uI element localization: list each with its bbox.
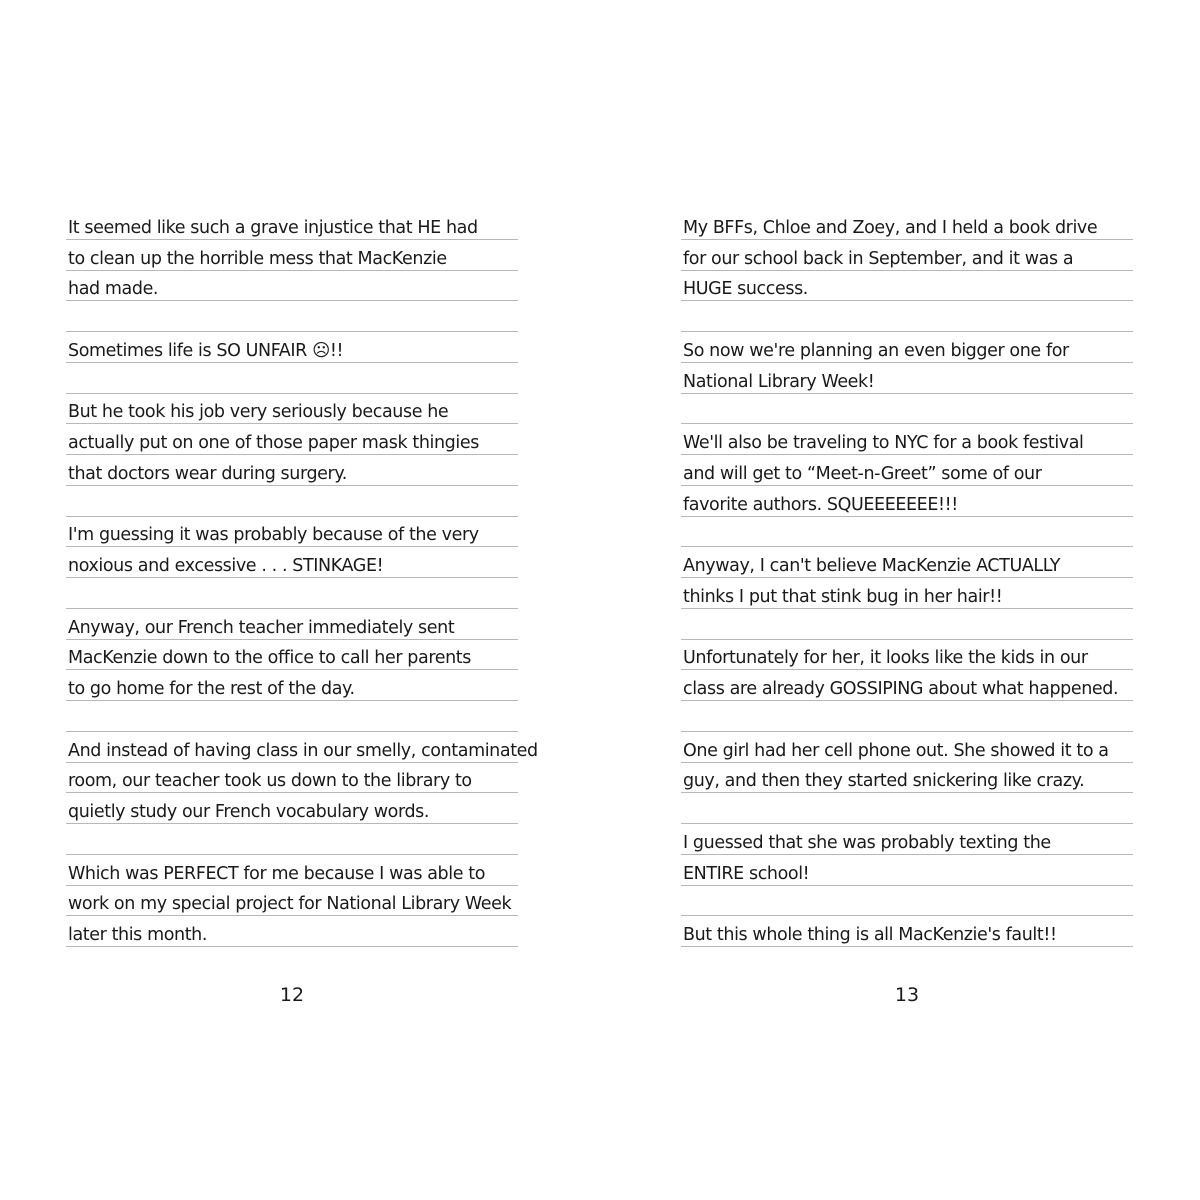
ruled-line	[681, 670, 1133, 701]
ruled-line	[681, 916, 1133, 947]
ruled-line	[66, 701, 518, 732]
ruled-line	[66, 793, 518, 824]
ruled-line	[681, 793, 1133, 824]
ruled-line	[681, 240, 1133, 271]
ruled-line	[681, 763, 1133, 794]
text-line: for our school back in September, and it was a	[683, 248, 1074, 269]
text-line: that doctors wear during surgery.	[68, 463, 347, 484]
text-line: ENTIRE school!	[683, 863, 810, 884]
ruled-line	[681, 517, 1133, 548]
ruled-line	[681, 701, 1133, 732]
ruled-line	[66, 455, 518, 486]
ruled-line	[66, 209, 518, 240]
text-line: to go home for the rest of the day.	[68, 679, 355, 699]
text-line: class are already GOSSIPING about what happened.	[683, 679, 1119, 699]
text-line: But he took his job very seriously because he	[68, 402, 449, 423]
ruled-line	[66, 916, 518, 947]
text-line: later this month.	[68, 925, 208, 945]
ruled-line	[681, 486, 1133, 517]
text-line: MacKenzie down to the office to call her parents	[68, 648, 471, 669]
ruled-line	[66, 763, 518, 794]
text-line: One girl had her cell phone out. She showed it to a	[683, 740, 1109, 761]
text-line: HUGE success.	[683, 279, 808, 300]
ruled-line	[66, 670, 518, 701]
page-number-left: 12	[279, 984, 305, 1006]
ruled-line	[681, 824, 1133, 855]
text-line: Anyway, our French teacher immediately sent	[68, 617, 455, 638]
ruled-line	[66, 394, 518, 425]
text-line: It seemed like such a grave injustice that HE had	[68, 217, 478, 238]
ruled-line	[681, 578, 1133, 609]
ruled-line	[681, 301, 1133, 332]
ruled-line	[66, 547, 518, 578]
text-line: We'll also be traveling to NYC for a book festival	[683, 433, 1084, 453]
left-page	[66, 209, 538, 947]
text-line: Which was PERFECT for me because I was able to	[68, 863, 486, 884]
ruled-line	[66, 271, 518, 302]
ruled-line	[66, 517, 518, 548]
ruled-line	[681, 547, 1133, 578]
text-line: I guessed that she was probably texting the	[683, 832, 1051, 853]
text-line: quietly study our French vocabulary words.	[68, 802, 430, 822]
ruled-line	[66, 886, 518, 917]
ruled-line	[66, 609, 518, 640]
ruled-line	[681, 886, 1133, 917]
ruled-line	[66, 824, 518, 855]
text-line: Unfortunately for her, it looks like the kids in our	[683, 648, 1088, 669]
ruled-line	[66, 732, 538, 763]
text-line: And instead of having class in our smelly, contaminated	[68, 740, 538, 761]
text-line: room, our teacher took us down to the library to	[68, 771, 472, 792]
ruled-line	[66, 332, 518, 363]
ruled-line	[66, 640, 518, 671]
ruled-line	[66, 855, 518, 886]
ruled-line	[681, 732, 1133, 763]
text-line: thinks I put that stink bug in her hair!!	[683, 586, 1003, 607]
text-line: So now we're planning an even bigger one for	[683, 340, 1069, 361]
ruled-line	[66, 486, 518, 517]
ruled-line	[681, 424, 1133, 455]
ruled-line	[66, 363, 518, 394]
text-line: noxious and excessive . . . STINKAGE!	[68, 556, 384, 576]
text-line: Sometimes life is SO UNFAIR ☹!!	[68, 340, 344, 361]
text-line: had made.	[68, 279, 159, 300]
text-line: actually put on one of those paper mask thingies	[68, 433, 479, 453]
text-line: My BFFs, Chloe and Zoey, and I held a book drive	[683, 217, 1098, 238]
right-page	[681, 209, 1133, 947]
ruled-line	[681, 455, 1133, 486]
ruled-line	[681, 271, 1133, 302]
ruled-line	[681, 394, 1133, 425]
ruled-line	[681, 332, 1133, 363]
ruled-line	[681, 640, 1133, 671]
ruled-line	[681, 855, 1133, 886]
text-line: favorite authors. SQUEEEEEEE!!!	[683, 494, 958, 515]
ruled-line	[681, 209, 1133, 240]
text-line: Anyway, I can't believe MacKenzie ACTUALLY	[683, 556, 1061, 576]
text-line: I'm guessing it was probably because of the very	[68, 525, 479, 546]
ruled-line	[66, 301, 518, 332]
ruled-line	[66, 240, 518, 271]
page-number-right: 13	[894, 984, 920, 1006]
text-line: But this whole thing is all MacKenzie's fault!!	[683, 925, 1057, 945]
text-line: work on my special project for National Library Week	[68, 894, 512, 915]
text-line: guy, and then they started snickering like crazy.	[683, 771, 1085, 792]
ruled-line	[66, 578, 518, 609]
text-line: and will get to “Meet-n-Greet” some of our	[683, 463, 1042, 484]
text-line: National Library Week!	[683, 371, 875, 392]
text-line: to clean up the horrible mess that MacKenzie	[68, 248, 447, 269]
ruled-line	[681, 609, 1133, 640]
ruled-line	[681, 363, 1133, 394]
ruled-line	[66, 424, 518, 455]
